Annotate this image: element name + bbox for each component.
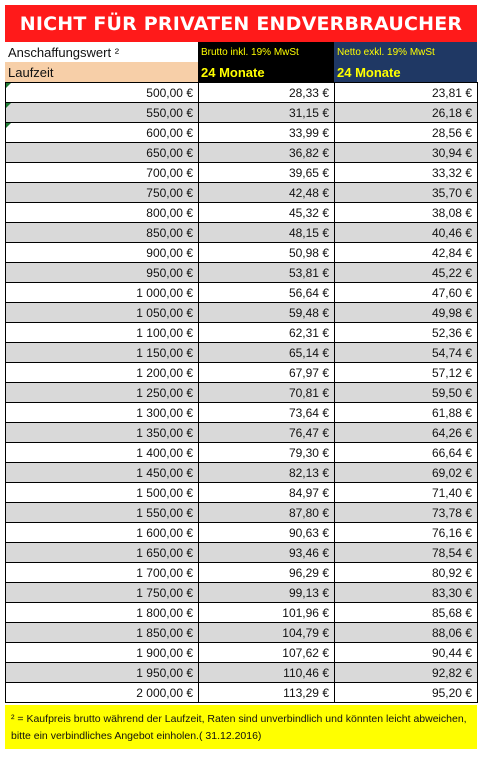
brutto-rate-cell: 45,32 €	[199, 203, 335, 223]
table-row	[6, 543, 478, 563]
netto-rate-cell: 30,94 €	[335, 143, 478, 163]
brutto-rate-cell: 67,97 €	[199, 363, 335, 383]
sheet-title: NICHT FÜR PRIVATEN ENDVERBRAUCHER	[5, 5, 477, 42]
table-row	[6, 323, 478, 343]
netto-rate-cell: 92,82 €	[335, 663, 478, 683]
table-row	[6, 203, 478, 223]
anschaffungswert-value: 500,00 €	[146, 85, 193, 100]
cell-marker-icon	[6, 83, 11, 88]
table-row	[6, 83, 478, 103]
anschaffungswert-cell: 900,00 €	[6, 243, 199, 263]
anschaffungswert-cell: 1 900,00 €	[6, 643, 199, 663]
brutto-rate-cell: 33,99 €	[199, 123, 335, 143]
netto-rate-cell: 78,54 €	[335, 543, 478, 563]
netto-rate-cell: 59,50 €	[335, 383, 478, 403]
brutto-rate-cell: 48,15 €	[199, 223, 335, 243]
anschaffungswert-cell: 1 650,00 €	[6, 543, 199, 563]
laufzeit-label: Laufzeit	[5, 62, 198, 82]
table-row	[6, 603, 478, 623]
brutto-rate-cell: 70,81 €	[199, 383, 335, 403]
anschaffungswert-label: Anschaffungswert ²	[5, 42, 198, 62]
anschaffungswert-cell	[6, 123, 199, 143]
netto-rate-cell: 57,12 €	[335, 363, 478, 383]
brutto-rate-cell: 110,46 €	[199, 663, 335, 683]
netto-rate-cell: 85,68 €	[335, 603, 478, 623]
netto-rate-cell: 64,26 €	[335, 423, 478, 443]
netto-rate-cell: 69,02 €	[335, 463, 478, 483]
anschaffungswert-cell: 1 300,00 €	[6, 403, 199, 423]
netto-rate-cell: 33,32 €	[335, 163, 478, 183]
anschaffungswert-cell: 1 850,00 €	[6, 623, 199, 643]
brutto-rate-cell: 31,15 €	[199, 103, 335, 123]
table-row	[6, 163, 478, 183]
rate-table-body	[6, 83, 478, 703]
netto-rate-cell: 26,18 €	[335, 103, 478, 123]
netto-rate-cell: 66,64 €	[335, 443, 478, 463]
netto-rate-cell: 35,70 €	[335, 183, 478, 203]
brutto-rate-cell: 84,97 €	[199, 483, 335, 503]
brutto-rate-cell: 90,63 €	[199, 523, 335, 543]
table-row	[6, 503, 478, 523]
anschaffungswert-cell: 1 200,00 €	[6, 363, 199, 383]
brutto-rate-cell: 28,33 €	[199, 83, 335, 103]
table-row	[6, 403, 478, 423]
anschaffungswert-cell: 1 150,00 €	[6, 343, 199, 363]
table-row	[6, 563, 478, 583]
anschaffungswert-cell: 1 700,00 €	[6, 563, 199, 583]
table-row	[6, 663, 478, 683]
table-row	[6, 303, 478, 323]
anschaffungswert-cell: 1 400,00 €	[6, 443, 199, 463]
table-row	[6, 143, 478, 163]
netto-rate-cell: 38,08 €	[335, 203, 478, 223]
table-row	[6, 423, 478, 443]
anschaffungswert-cell	[6, 103, 199, 123]
table-row	[6, 263, 478, 283]
table-row	[6, 383, 478, 403]
cell-marker-icon	[6, 103, 11, 108]
brutto-rate-cell: 50,98 €	[199, 243, 335, 263]
table-row	[6, 443, 478, 463]
anschaffungswert-value: 600,00 €	[146, 125, 193, 140]
anschaffungswert-cell: 1 600,00 €	[6, 523, 199, 543]
table-row	[6, 643, 478, 663]
brutto-rate-cell: 76,47 €	[199, 423, 335, 443]
table-row	[6, 183, 478, 203]
table-row	[6, 103, 478, 123]
anschaffungswert-cell: 800,00 €	[6, 203, 199, 223]
netto-label: Netto exkl. 19% MwSt	[334, 42, 477, 62]
brutto-rate-cell: 87,80 €	[199, 503, 335, 523]
brutto-rate-cell: 73,64 €	[199, 403, 335, 423]
anschaffungswert-cell: 1 350,00 €	[6, 423, 199, 443]
brutto-term: 24 Monate	[198, 62, 334, 82]
table-row	[6, 463, 478, 483]
anschaffungswert-cell: 1 950,00 €	[6, 663, 199, 683]
brutto-rate-cell: 99,13 €	[199, 583, 335, 603]
netto-rate-cell: 40,46 €	[335, 223, 478, 243]
anschaffungswert-cell: 1 750,00 €	[6, 583, 199, 603]
netto-rate-cell: 28,56 €	[335, 123, 478, 143]
netto-rate-cell: 76,16 €	[335, 523, 478, 543]
brutto-rate-cell: 62,31 €	[199, 323, 335, 343]
anschaffungswert-cell: 1 050,00 €	[6, 303, 199, 323]
netto-rate-cell: 88,06 €	[335, 623, 478, 643]
anschaffungswert-cell: 1 250,00 €	[6, 383, 199, 403]
brutto-rate-cell: 56,64 €	[199, 283, 335, 303]
anschaffungswert-cell: 1 000,00 €	[6, 283, 199, 303]
brutto-rate-cell: 107,62 €	[199, 643, 335, 663]
brutto-rate-cell: 113,29 €	[199, 683, 335, 703]
brutto-rate-cell: 42,48 €	[199, 183, 335, 203]
brutto-rate-cell: 104,79 €	[199, 623, 335, 643]
brutto-rate-cell: 96,29 €	[199, 563, 335, 583]
anschaffungswert-cell: 750,00 €	[6, 183, 199, 203]
netto-rate-cell: 61,88 €	[335, 403, 478, 423]
anschaffungswert-cell: 700,00 €	[6, 163, 199, 183]
brutto-rate-cell: 93,46 €	[199, 543, 335, 563]
netto-rate-cell: 42,84 €	[335, 243, 478, 263]
table-row	[6, 623, 478, 643]
anschaffungswert-cell: 2 000,00 €	[6, 683, 199, 703]
brutto-rate-cell: 101,96 €	[199, 603, 335, 623]
table-row	[6, 223, 478, 243]
header-row-2	[5, 62, 477, 82]
brutto-rate-cell: 53,81 €	[199, 263, 335, 283]
brutto-rate-cell: 79,30 €	[199, 443, 335, 463]
anschaffungswert-cell: 1 550,00 €	[6, 503, 199, 523]
netto-rate-cell: 23,81 €	[335, 83, 478, 103]
table-row	[6, 123, 478, 143]
netto-term: 24 Monate	[334, 62, 477, 82]
netto-rate-cell: 95,20 €	[335, 683, 478, 703]
anschaffungswert-cell: 1 500,00 €	[6, 483, 199, 503]
table-row	[6, 283, 478, 303]
brutto-rate-cell: 39,65 €	[199, 163, 335, 183]
table-row	[6, 243, 478, 263]
netto-rate-cell: 54,74 €	[335, 343, 478, 363]
netto-rate-cell: 71,40 €	[335, 483, 478, 503]
anschaffungswert-value: 550,00 €	[146, 105, 193, 120]
brutto-rate-cell: 59,48 €	[199, 303, 335, 323]
header-table	[5, 42, 477, 82]
anschaffungswert-cell	[6, 83, 199, 103]
netto-rate-cell: 80,92 €	[335, 563, 478, 583]
netto-rate-cell: 73,78 €	[335, 503, 478, 523]
table-row	[6, 523, 478, 543]
anschaffungswert-cell: 1 800,00 €	[6, 603, 199, 623]
header-row-1	[5, 42, 477, 62]
anschaffungswert-cell: 650,00 €	[6, 143, 199, 163]
netto-rate-cell: 52,36 €	[335, 323, 478, 343]
netto-rate-cell: 83,30 €	[335, 583, 478, 603]
netto-rate-cell: 90,44 €	[335, 643, 478, 663]
brutto-rate-cell: 82,13 €	[199, 463, 335, 483]
netto-rate-cell: 45,22 €	[335, 263, 478, 283]
footnote: ² = Kaufpreis brutto während der Laufzeit, Raten sind unverbindlich und könnten leicht abweichen, bitte ein verbindliches Angebot einholen.( 31.12.2016)	[5, 705, 477, 749]
anschaffungswert-cell: 850,00 €	[6, 223, 199, 243]
table-row	[6, 483, 478, 503]
anschaffungswert-cell: 1 100,00 €	[6, 323, 199, 343]
rate-table	[5, 82, 478, 703]
table-row	[6, 683, 478, 703]
brutto-rate-cell: 65,14 €	[199, 343, 335, 363]
price-sheet	[5, 5, 477, 749]
netto-rate-cell: 47,60 €	[335, 283, 478, 303]
cell-marker-icon	[6, 123, 11, 128]
anschaffungswert-cell: 950,00 €	[6, 263, 199, 283]
brutto-rate-cell: 36,82 €	[199, 143, 335, 163]
table-row	[6, 583, 478, 603]
table-row	[6, 343, 478, 363]
brutto-label: Brutto inkl. 19% MwSt	[198, 42, 334, 62]
netto-rate-cell: 49,98 €	[335, 303, 478, 323]
anschaffungswert-cell: 1 450,00 €	[6, 463, 199, 483]
table-row	[6, 363, 478, 383]
